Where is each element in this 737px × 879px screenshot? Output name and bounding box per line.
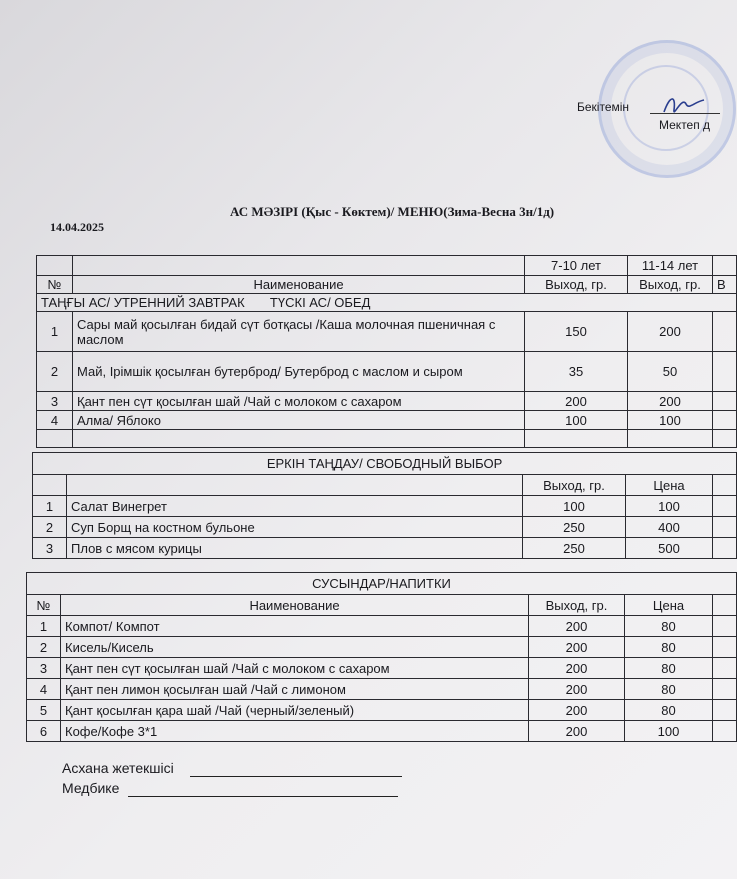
page-title: АС МӘЗІРІ (Қыс - Көктем)/ МЕНЮ(Зима-Весна 3н/1д): [230, 204, 555, 219]
free-choice-table: [32, 452, 737, 559]
kitchen-head-label: Асхана жетекшісі: [62, 760, 174, 776]
drinks-col-name: Наименование: [61, 595, 529, 616]
age-group-7-10: 7-10 лет: [525, 256, 628, 276]
table-row: 5 Қант қосылған қара шай /Чай (черный/зеленый) 200 80: [27, 700, 737, 721]
table-row: 3 Плов с мясом курицы 250 500: [33, 538, 737, 559]
school-director-label: Мектеп д: [659, 118, 711, 132]
menu-date: 14.04.2025: [50, 220, 104, 234]
table-row: 2 Суп Борщ на костном бульоне 250 400: [33, 517, 737, 538]
breakfast-table: 7-10 лет 11-14 лет № Наименование Выход, гр. Выход, гр. В ТАҢҒЫ АС/ УТРЕННИЙ ЗАВТРАК ТҮСКІ АС/ ОБЕД 1 Сары май қосылған бидай сүт ботқасы /Каша молочная пшеничная с маслом 150 200 2 Май, Ірімшік қосылған бутерброд/ Бутерброд с маслом и сыром 35 50 3 Қант пен сүт қосылған шай /Чай с молоком с сахаром 200 200 4 Алма/ Яблоко 100 100: [36, 255, 737, 448]
kitchen-head-signature-line: [190, 776, 402, 777]
table-row: 3 Қант пен сүт қосылған шай /Чай с молоком с сахаром 200 80: [27, 658, 737, 679]
col-yield-header-b: Выход, гр.: [628, 276, 713, 294]
col-name-header: Наименование: [73, 276, 525, 294]
free-choice-title: ЕРКІН ТАҢДАУ/ СВОБОДНЫЙ ВЫБОР: [33, 453, 737, 475]
table-row: 1 Компот/ Компот 200 80: [27, 616, 737, 637]
nurse-signature-line: [128, 796, 398, 797]
free-choice-col-yield: Выход, гр.: [523, 475, 626, 496]
table-row: 2 Кисель/Кисель 200 80: [27, 637, 737, 658]
table-row: 6 Кофе/Кофе 3*1 200 100: [27, 721, 737, 742]
col-number-header: №: [37, 276, 73, 294]
drinks-table: [26, 572, 737, 742]
table-row: 1 Салат Винегрет 100 100: [33, 496, 737, 517]
drinks-col-price: Цена: [625, 595, 713, 616]
table-row: 2 Май, Ірімшік қосылған бутерброд/ Бутерброд с маслом и сыром 35 50: [37, 352, 737, 392]
table-row: 3 Қант пен сүт қосылған шай /Чай с молоком с сахаром 200 200: [37, 392, 737, 411]
col-yield-header-a: Выход, гр.: [525, 276, 628, 294]
free-choice-col-price: Цена: [626, 475, 713, 496]
drinks-title: СУСЫНДАР/НАПИТКИ: [27, 573, 737, 595]
table-row: 4 Қант пен лимон қосылған шай /Чай с лимоном 200 80: [27, 679, 737, 700]
signature: [660, 90, 710, 120]
table-row: 4 Алма/ Яблоко 100 100: [37, 411, 737, 430]
drinks-col-yield: Выход, гр.: [529, 595, 625, 616]
nurse-label: Медбике: [62, 780, 120, 796]
age-group-11-14: 11-14 лет: [628, 256, 713, 276]
approve-label: Бекітемін: [577, 100, 630, 114]
breakfast-section-label: ТАҢҒЫ АС/ УТРЕННИЙ ЗАВТРАК ТҮСКІ АС/ ОБЕД: [37, 294, 737, 312]
drinks-col-number: №: [27, 595, 61, 616]
table-row: 1 Сары май қосылған бидай сүт ботқасы /Каша молочная пшеничная с маслом 150 200: [37, 312, 737, 352]
